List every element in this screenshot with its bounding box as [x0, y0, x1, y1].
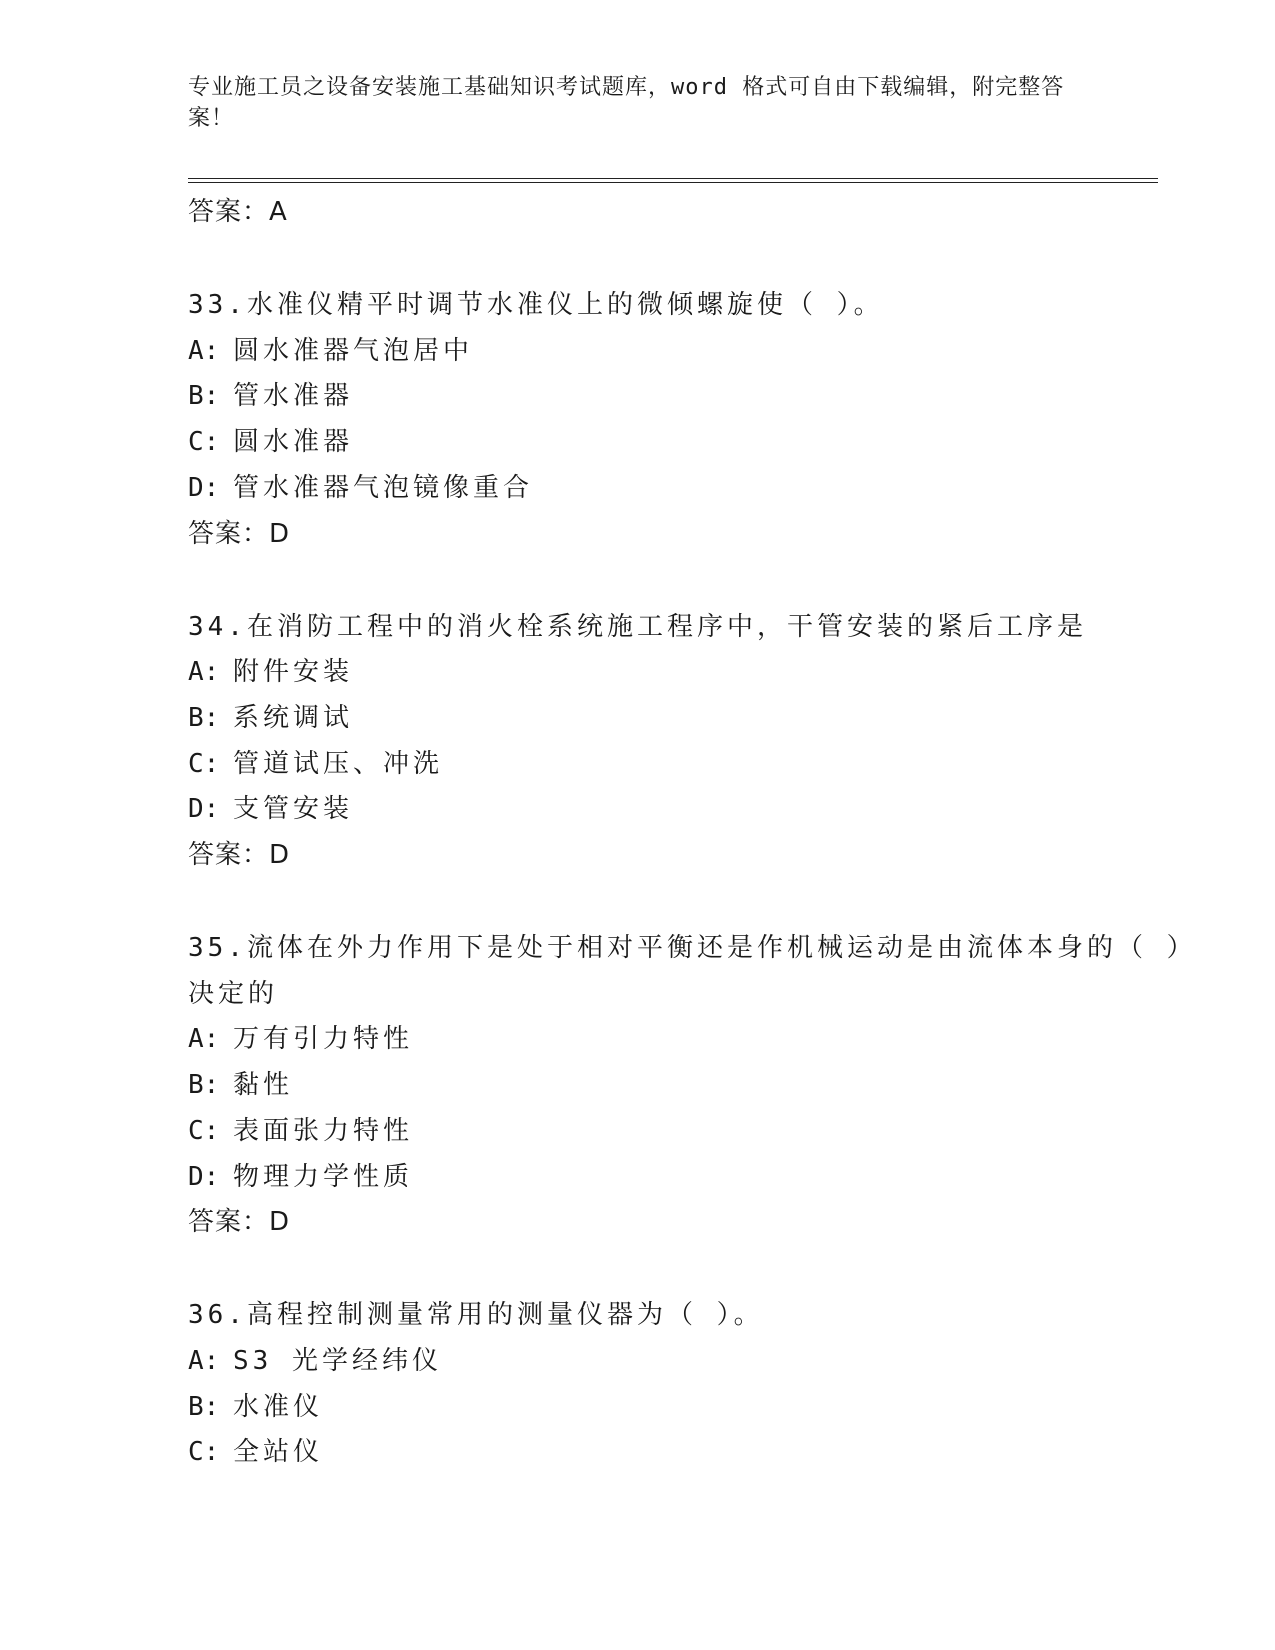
option-b [188, 1063, 1188, 1109]
option-b [188, 374, 1188, 420]
option-letter: C: [188, 1115, 220, 1146]
question-34 [188, 605, 1188, 879]
answer-line: 答案：D [188, 840, 291, 871]
option-d [188, 787, 1188, 833]
option-letter: B: [188, 1391, 220, 1422]
option-letter: A: [188, 1024, 220, 1055]
question-36 [188, 1293, 1188, 1476]
document-header [188, 72, 1088, 134]
option-text: 表面张力特性 [233, 1115, 414, 1146]
question-stem: 34.在消防工程中的消火栓系统施工程序中，干管安装的紧后工序是 [188, 611, 1087, 642]
option-c [188, 420, 1188, 466]
option-letter: C: [188, 748, 220, 779]
question-35 [188, 926, 1188, 1245]
option-a [188, 650, 1188, 696]
option-letter: D: [188, 472, 220, 503]
option-text: 管道试压、冲洗 [233, 748, 444, 779]
option-letter: C: [188, 427, 220, 458]
option-letter: A: [188, 1345, 220, 1376]
option-text: S3 光学经纬仪 [233, 1345, 442, 1376]
question-stem: 36.高程控制测量常用的测量仪器为（ ）。 [188, 1300, 764, 1331]
option-d [188, 466, 1188, 512]
option-text: 管水准器气泡镜像重合 [233, 472, 534, 503]
option-text: 系统调试 [233, 702, 354, 733]
option-d [188, 1155, 1188, 1201]
option-text: 物理力学性质 [233, 1161, 414, 1192]
question-stem: 35.流体在外力作用下是处于相对平衡还是作机械运动是由流体本身的（ ）决定的 [188, 933, 1184, 1009]
option-a [188, 329, 1188, 375]
option-b [188, 696, 1188, 742]
option-text: 水准仪 [233, 1391, 324, 1422]
question-33 [188, 283, 1188, 557]
option-letter: A: [188, 335, 220, 366]
option-b [188, 1385, 1188, 1431]
option-letter: D: [188, 1161, 220, 1192]
option-letter: C: [188, 1437, 220, 1468]
option-text: 附件安装 [233, 657, 354, 688]
option-text: 全站仪 [233, 1437, 324, 1468]
option-text: 管水准器 [233, 381, 354, 412]
option-text: 黏性 [233, 1070, 294, 1101]
question-stem: 33.水准仪精平时调节水准仪上的微倾螺旋使（ ）。 [188, 290, 884, 320]
header-intro-text: 专业施工员之设备安装施工基础知识考试题库，word 格式可自由下载编辑，附完整答案！ [188, 75, 1065, 131]
option-letter: B: [188, 702, 220, 733]
option-letter: A: [188, 657, 220, 688]
option-a [188, 1339, 1188, 1385]
option-c [188, 1109, 1188, 1155]
option-c [188, 742, 1188, 788]
option-a [188, 1017, 1188, 1063]
answer-line: 答案：D [188, 1207, 291, 1238]
header-divider-top [188, 178, 1158, 179]
answer-line: 答案：D [188, 518, 291, 549]
option-text: 万有引力特性 [233, 1024, 414, 1055]
header-divider-bottom [188, 182, 1158, 183]
option-letter: D: [188, 794, 220, 825]
previous-answer: 答案：A [188, 197, 288, 227]
option-text: 圆水准器 [233, 427, 354, 458]
question-list [188, 190, 1188, 1476]
option-c [188, 1430, 1188, 1476]
option-letter: B: [188, 381, 220, 412]
option-text: 圆水准器气泡居中 [233, 335, 474, 366]
option-text: 支管安装 [233, 794, 354, 825]
option-letter: B: [188, 1070, 220, 1101]
